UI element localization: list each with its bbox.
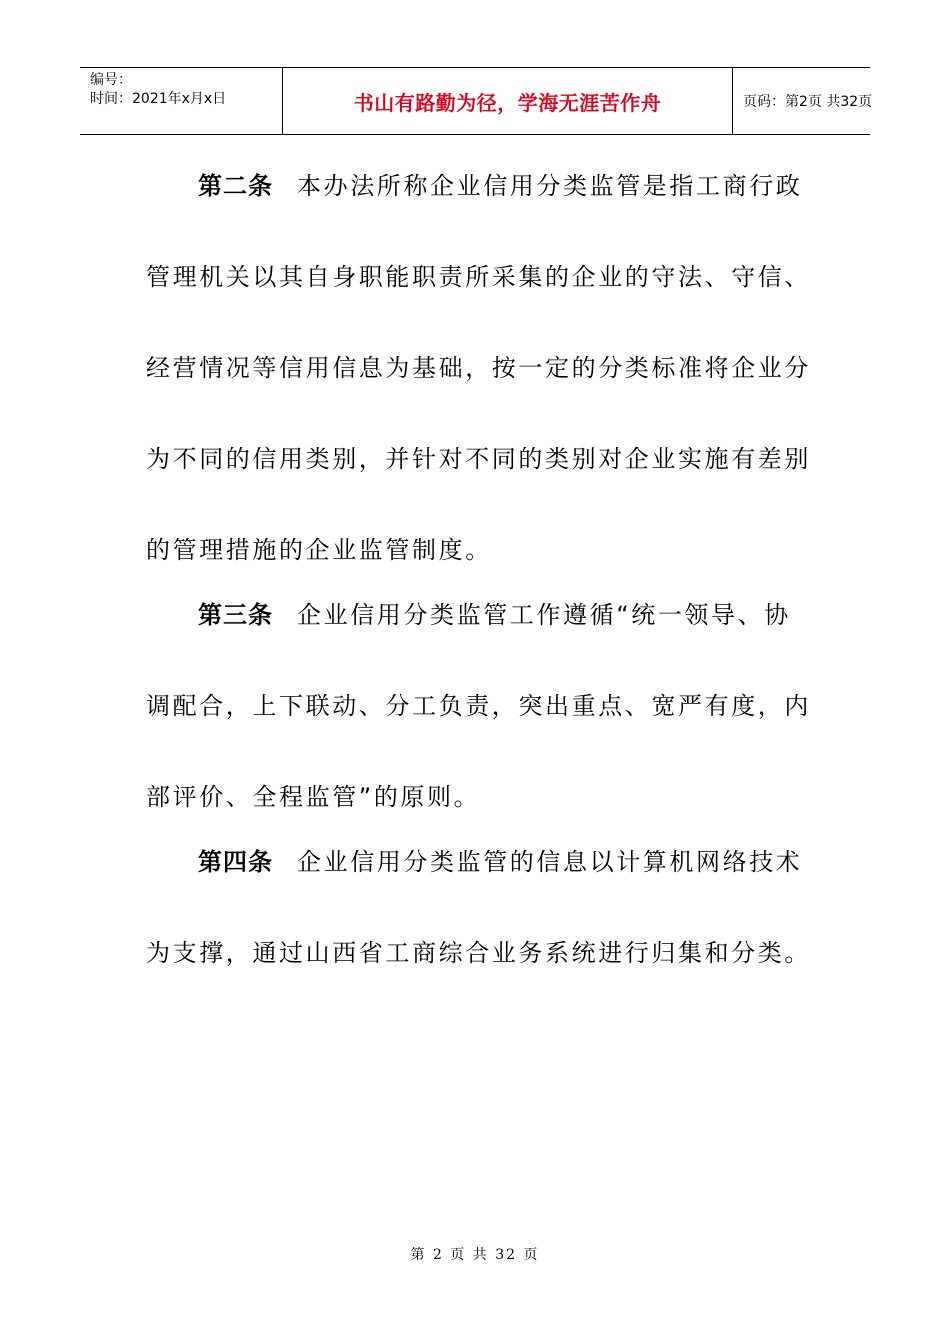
article-paragraph-2	[146, 141, 811, 596]
paragraph-first-line	[146, 141, 803, 232]
paragraph-line: 为不同的信用类别，并针对不同的类别对企业实施有差别	[146, 445, 811, 473]
article-paragraph-3	[146, 570, 811, 843]
header-motto-cell	[282, 68, 733, 134]
paragraph-first-line	[146, 570, 796, 661]
article-paragraph-4	[146, 817, 811, 999]
paragraph-line: 为支撑，通过山西省工商综合业务系统进行归集和分类。	[146, 939, 811, 967]
paragraph-line-text: 本办法所称企业信用分类监管是指工商行政	[297, 172, 803, 200]
header-motto: 书山有路勤为径，学海无涯苦作舟	[353, 90, 662, 115]
document-time-label: 时间：2021年x月x日	[90, 91, 227, 107]
paragraph-line-text: 企业信用分类监管的信息以计算机网络技术	[297, 848, 803, 876]
paragraph-line: 管理机关以其自身职能职责所采集的企业的守法、守信、	[146, 263, 811, 291]
page-footer: 第 2 页 共 32 页	[410, 1247, 540, 1263]
paragraph-line: 经营情况等信用信息为基础，按一定的分类标准将企业分	[146, 354, 811, 382]
article-heading: 第二条	[198, 172, 273, 200]
article-heading: 第四条	[198, 848, 273, 876]
header-page-cell	[733, 68, 873, 134]
article-heading: 第三条	[198, 601, 273, 629]
paragraph-line-text: 企业信用分类监管工作遵循“统一领导、协	[297, 601, 791, 629]
paragraph-line: 调配合，上下联动、分工负责，突出重点、宽严有度，内	[146, 692, 811, 720]
paragraph-first-line	[146, 817, 803, 908]
document-header	[80, 67, 873, 135]
header-meta-cell	[80, 68, 282, 134]
paragraph-line: 部评价、全程监管”的原则。	[146, 783, 481, 811]
paragraph-line: 的管理措施的企业监管制度。	[146, 536, 492, 564]
header-page-info: 页码：第2页 共32页	[743, 94, 873, 110]
document-number-label: 编号：	[90, 72, 132, 88]
